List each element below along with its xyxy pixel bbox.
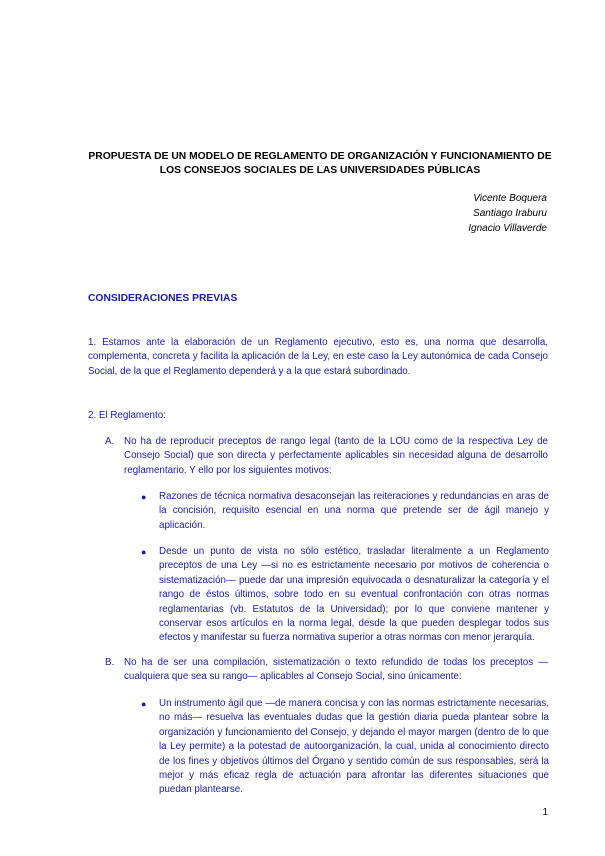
paragraph-2: 2. El Reglamento: xyxy=(88,410,166,421)
title-line-1: PROPUESTA DE UN MODELO DE REGLAMENTO DE ORGANIZACIÓN Y FUNCIONAMIENTO DE xyxy=(88,151,552,162)
author-name: Vicente Boquera xyxy=(473,193,547,204)
document-title xyxy=(60,150,580,178)
list-letter-b: B. xyxy=(105,657,115,668)
bullet-icon: ● xyxy=(141,492,147,502)
author-name: Santiago Iraburu xyxy=(473,208,547,219)
bullet-item-a-2: Desde un punto de vista no sólo estético, trasladar literalmente a un Reglamento preceptos de una Ley —si no es estrictamente necesario por motivos de coherencia o sistematización— puede dar una impresión equivocada o desnaturalizar la categoría y el rango de éstos últimos, sobre todo en su eventual confrontación con otras normas reglamentarias (vb. Estatutos de la Universidad); por lo que conviene mantener y conservar esos artículos en la norma legal, desde la que pueden desplegar todos sus efectos y manifestar su fuerza normativa superior a otras normas con menor jerarquía. xyxy=(159,546,549,644)
paragraph-1: 1. Estamos ante la elaboración de un Reglamento ejecutivo, esto es, una norma que desarrolla, complementa, concreta y facilita la aplicación de la Ley, en este caso la Ley autonómica de cada Consejo Social, de la que el Reglamento dependerá y a la que estará subordinado. xyxy=(88,337,548,377)
section-heading: CONSIDERACIONES PREVIAS xyxy=(88,293,238,304)
bullet-icon: ● xyxy=(141,699,147,709)
bullet-item-b-1: Un instrumento ágil que —de manera concisa y con las normas estrictamente necesarias, no más— resuelva las eventuales dudas que la gestión diaria pueda plantear sobre la organización y funcionamiento del Consejo, y dejando el mayor margen (dentro de lo que la Ley permite) a la potestad de autoorganización, la cual, unida al conocimiento directo de los fines y objetivos últimos del Órgano y sentido común de sus responsables, será la mejor y más eficaz regla de actuación para afrontar las diferentes situaciones que puedan plantearse. xyxy=(159,698,549,796)
list-letter-a: A. xyxy=(105,436,115,447)
title-line-2: LOS CONSEJOS SOCIALES DE LAS UNIVERSIDADES PÚBLICAS xyxy=(159,165,481,176)
page-number: 1 xyxy=(542,807,548,818)
bullet-item-a-1: Razones de técnica normativa desaconsejan las reiteraciones y redundancias en aras de la concisión, requisito esencial en una norma que pretende ser de ágil manejo y aplicación. xyxy=(159,491,549,531)
authors-block xyxy=(468,191,547,236)
list-item-b-text: No ha de ser una compilación, sistematización o texto refundido de todas los preceptos — cualquiera que sea su rango— aplicables al Consejo Social, sino únicamente: xyxy=(124,657,548,683)
bullet-icon: ● xyxy=(141,547,147,557)
author-name: Ignacio Villaverde xyxy=(468,223,547,234)
list-item-a-text: No ha de reproducir preceptos de rango legal (tanto de la LOU como de la respectiva Ley de Consejo Social) que son directa y perfectamente aplicables sin necesidad alguna de desarrollo reglamentario. Y ello por los siguientes motivos: xyxy=(124,436,548,476)
